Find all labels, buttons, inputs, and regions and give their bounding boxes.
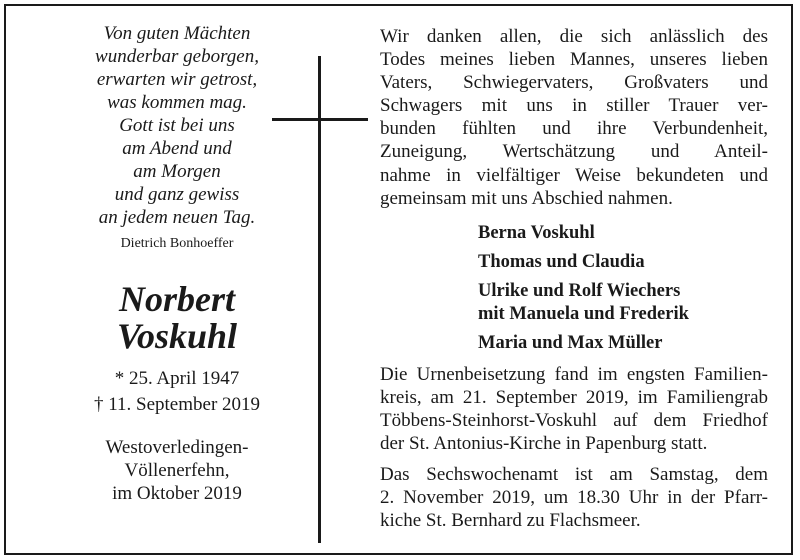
signer-line: Thomas und Claudia [478,251,645,272]
poem-line: und ganz gewiss [114,184,240,205]
text-line: Vaters, Schwiegervaters, Großvaters und [380,72,768,94]
deceased-name [46,281,308,355]
text-line: Todes meines lieben Mannes, unseres lieben [380,49,768,71]
signer-line: Ulrike und Rolf Wiechers [478,280,681,301]
signer [478,280,768,326]
text-line: nahme in vielfältiger Weise bekundeten und [380,164,768,186]
mass-paragraph [380,463,768,532]
signer [478,332,768,355]
poem-line: am Abend und [122,138,232,159]
place-line: Westoverledingen- [105,437,249,458]
death-date: † 11. September 2019 [93,394,261,415]
date-line: im Oktober 2019 [112,483,242,504]
cross-icon [318,56,321,543]
poem-line: Gott ist bei uns [119,115,235,136]
left-column [46,22,308,505]
text-line: Többens-Steinhorst-Voskuhl auf dem Friedhof [380,409,768,431]
deceased-first-name: Norbert [119,279,235,319]
poem-line: am Morgen [133,161,221,182]
cross-icon-bar [272,118,368,121]
text-line: Wir danken allen, die sich anlässlich des [380,26,768,47]
text-line: Die Urnenbeisetzung fand im engsten Familien- [380,363,768,385]
poem-line: wunderbar geborgen, [95,46,259,67]
signer-line: mit Manuela und Frederik [478,303,689,324]
place-and-date [46,436,308,505]
signer [478,222,768,245]
poem [46,22,308,229]
place-line: Völlenerfehn, [124,460,230,481]
poem-line: erwarten wir getrost, [96,69,258,90]
text-line: kreis, am 21. September 2019, im Familiengrab [380,386,768,408]
text-line: der St. Antonius-Kirche in Papenburg statt. [380,433,708,455]
birth-date: * 25. April 1947 [114,368,240,389]
poem-line: was kommen mag. [107,92,247,113]
thanks-paragraph [380,25,768,210]
deceased-last-name: Voskuhl [116,316,238,356]
signer-line: Berna Voskuhl [478,222,595,243]
text-line: 2. November 2019, um 18.30 Uhr in der Pfarr- [380,487,768,509]
text-line: Schwagers mit uns in stiller Trauer ver- [380,95,768,117]
text-line: bunden fühlten und ihre Verbundenheit, [380,118,768,140]
signer-line: Maria und Max Müller [478,332,663,353]
text-line: Das Sechswochenamt ist am Samstag, dem [380,464,768,486]
obituary-notice [4,4,793,555]
text-line: gemeinsam mit uns Abschied nahmen. [380,187,673,209]
right-column [380,25,768,532]
poem-line: an jedem neuen Tag. [98,207,256,228]
text-line: Zuneigung, Wertschätzung und Anteil- [380,141,768,163]
life-dates [46,366,308,418]
poem-line: Von guten Mächten [103,23,251,44]
signers-list [478,222,768,355]
signer [478,251,768,274]
text-line: kiche St. Bernhard zu Flachsmeer. [380,510,641,532]
poem-author: Dietrich Bonhoeffer [120,236,234,251]
burial-paragraph [380,363,768,455]
